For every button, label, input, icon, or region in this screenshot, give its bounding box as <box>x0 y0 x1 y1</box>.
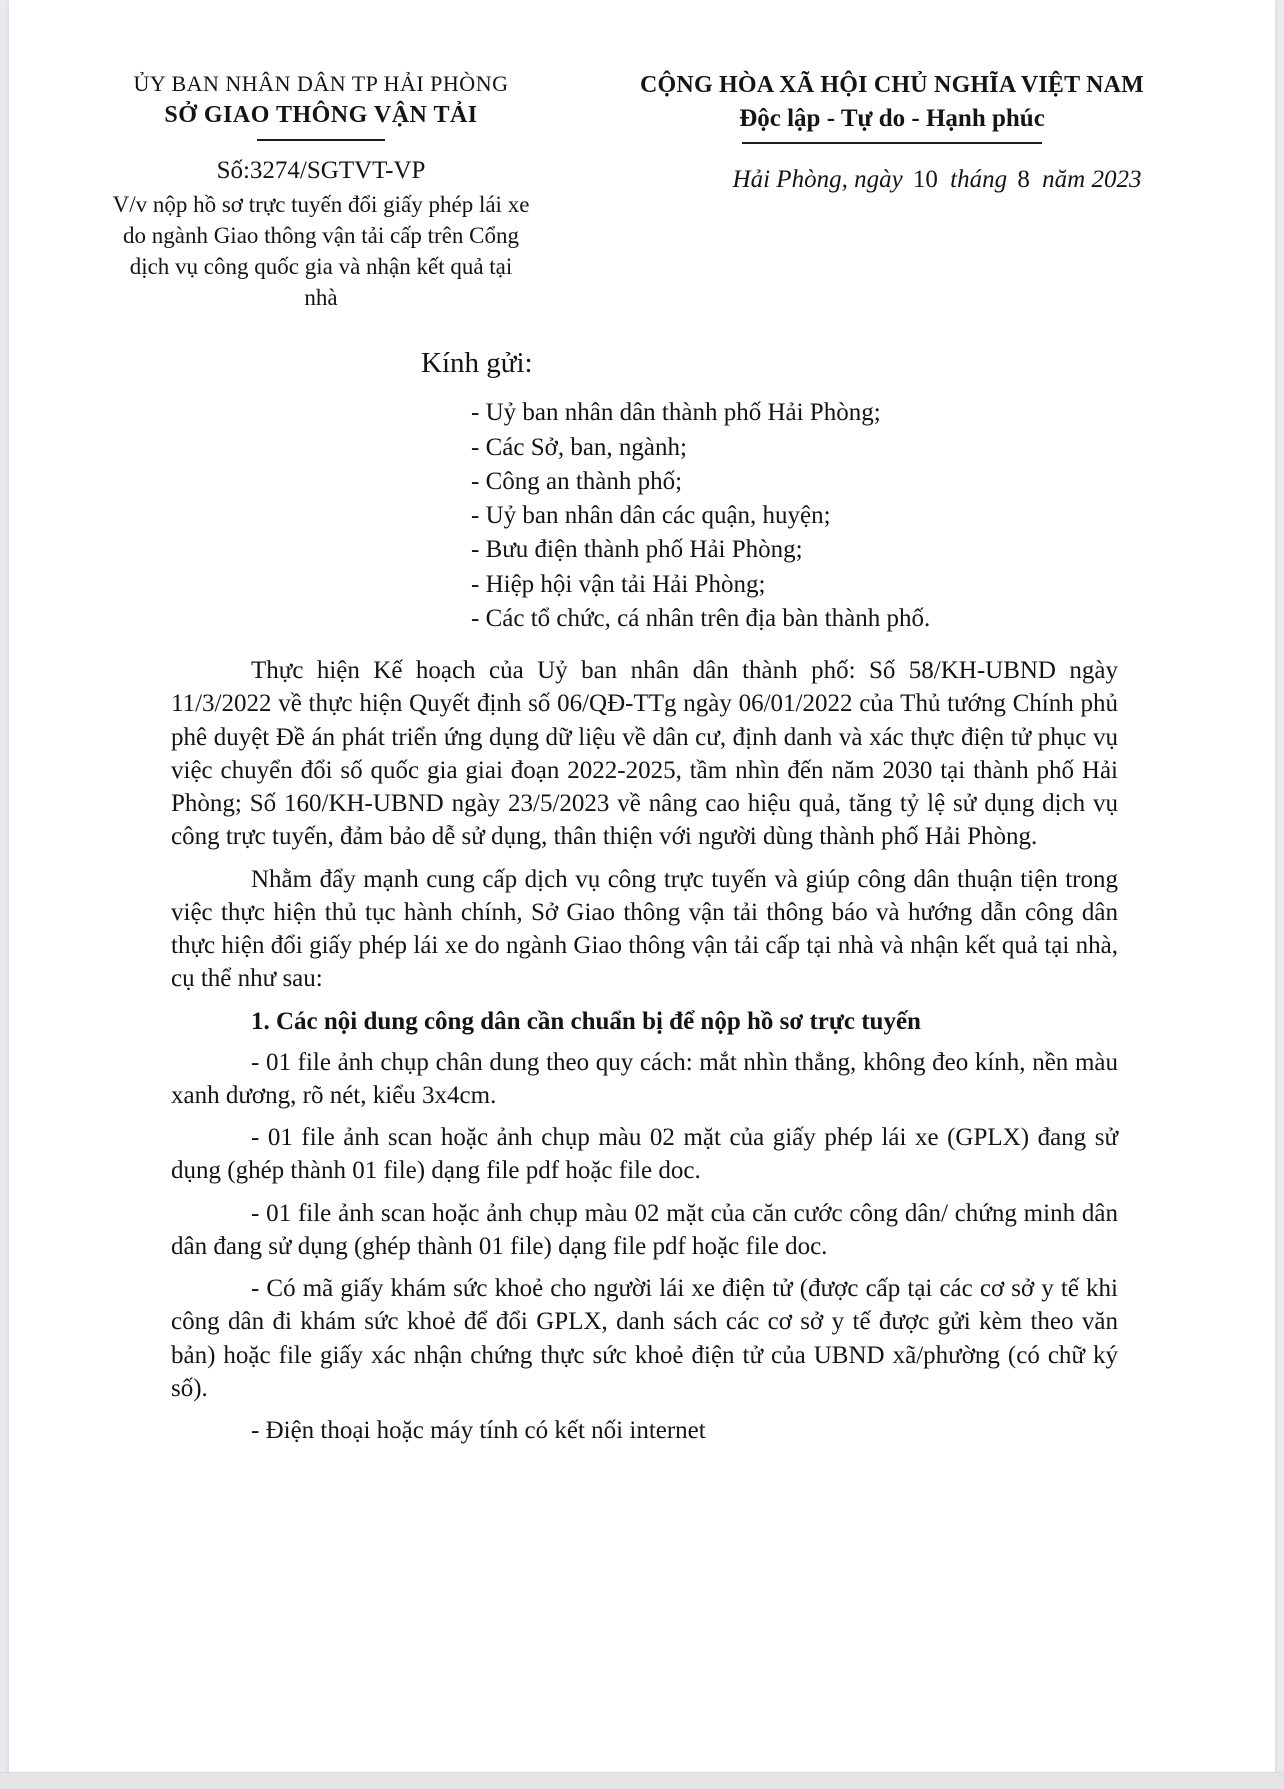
date-month-label: tháng <box>950 165 1008 193</box>
recipient-line: - Các tổ chức, cá nhân trên địa bàn thành phố. <box>471 604 931 632</box>
page-bottom-edge <box>0 1772 1284 1789</box>
section-1-item: - 01 file ảnh scan hoặc ảnh chụp màu 02 mặt của căn cước công dân/ chứng minh dân dân đang sử dụng (ghép thành 01 file) dạng file pdf hoặc file doc. <box>171 1199 1118 1260</box>
national-motto: Độc lập - Tự do - Hạnh phúc <box>739 105 1045 133</box>
document-header <box>71 70 1213 313</box>
body-paragraph: Nhằm đẩy mạnh cung cấp dịch vụ công trực tuyến và giúp công dân thuận tiện trong việc thực hiện thủ tục hành chính, Sở Giao thông vận tải thông báo và hướng dẫn công dân thực hiện đổi giấy phép lái xe do ngành Giao thông vận tải cấp tại nhà và nhận kết quả tại nhà, cụ thể như sau: <box>171 865 1118 993</box>
recipient-list <box>471 396 1118 636</box>
date-year-label: năm <box>1042 165 1086 193</box>
date-month: 8 <box>1017 165 1030 193</box>
national-title: CỘNG HÒA XÃ HỘI CHỦ NGHĨA VIỆT NAM <box>640 72 1144 98</box>
recipient-line: - Uỷ ban nhân dân các quận, huyện; <box>471 502 831 530</box>
date-year: 2023 <box>1091 165 1142 193</box>
section-1-item: - Điện thoại hoặc máy tính có kết nối internet <box>251 1417 706 1445</box>
section-1-item: - 01 file ảnh scan hoặc ảnh chụp màu 02 mặt của giấy phép lái xe (GPLX) đang sử dụng (ghép thành 01 file) dạng file pdf hoặc file doc. <box>171 1124 1118 1185</box>
section-1-item: - 01 file ảnh chụp chân dung theo quy cách: mắt nhìn thẳng, không đeo kính, nền màu xanh dương, rõ nét, kiểu 3x4cm. <box>171 1048 1118 1109</box>
agency-divider-rule <box>257 139 385 141</box>
recipient-line: - Uỷ ban nhân dân thành phố Hải Phòng; <box>471 399 881 427</box>
document-body <box>171 347 1118 1447</box>
agency-name: SỞ GIAO THÔNG VẬN TẢI <box>164 101 478 128</box>
section-1-heading: 1. Các nội dung công dân cần chuẩn bị để nộp hồ sơ trực tuyến <box>251 1007 921 1035</box>
recipient-line: - Công an thành phố; <box>471 467 683 495</box>
salutation: Kính gửi: <box>421 347 533 380</box>
national-header-block <box>571 70 1213 194</box>
recipient-line: - Bưu điện thành phố Hải Phòng; <box>471 536 803 564</box>
motto-divider-rule <box>742 142 1042 144</box>
place-and-date-line <box>571 166 1213 194</box>
date-day: 10 <box>912 165 938 193</box>
issuing-agency-block <box>71 70 571 313</box>
body-paragraph: Thực hiện Kế hoạch của Uỷ ban nhân dân thành phố: Số 58/KH-UBND ngày 11/3/2022 về thực hiện Quyết định số 06/QĐ-TTg ngày 06/01/2022 của Thủ tướng Chính phủ phê duyệt Đề án phát triển ứng dụng dữ liệu về dân cư, định danh và xác thực điện tử phục vụ việc chuyển đổi số quốc gia giai đoạn 2022-2025, tầm nhìn đến năm 2030 tại thành phố Hải Phòng; Số 160/KH-UBND ngày 23/5/2023 về nâng cao hiệu quả, tăng tỷ lệ sử dụng dịch vụ công trực tuyến, đảm bảo dễ sử dụng, thân thiện với người dùng thành phố Hải Phòng. <box>171 657 1118 851</box>
document-page <box>9 0 1275 1772</box>
date-place-label: Hải Phòng, ngày <box>732 165 903 193</box>
document-number: Số:3274/SGTVT-VP <box>216 156 426 184</box>
section-1-item: - Có mã giấy khám sức khoẻ cho người lái xe điện tử (được cấp tại các cơ sở y tế khi công dân đi khám sức khoẻ để đổi GPLX, danh sách các cơ sở y tế được gửi kèm theo văn bản) hoặc file giấy xác nhận chứng thực sức khoẻ điện tử của UBND xã/phường (có chữ ký số). <box>171 1275 1118 1402</box>
document-subject: V/v nộp hồ sơ trực tuyến đổi giấy phép lái xe do ngành Giao thông vận tải cấp trên Cổng dịch vụ công quốc gia và nhận kết quả tại nhà <box>112 192 530 311</box>
recipient-line: - Hiệp hội vận tải Hải Phòng; <box>471 570 766 598</box>
parent-agency-name: ỦY BAN NHÂN DÂN TP HẢI PHÒNG <box>133 71 509 96</box>
recipient-line: - Các Sở, ban, ngành; <box>471 433 687 461</box>
